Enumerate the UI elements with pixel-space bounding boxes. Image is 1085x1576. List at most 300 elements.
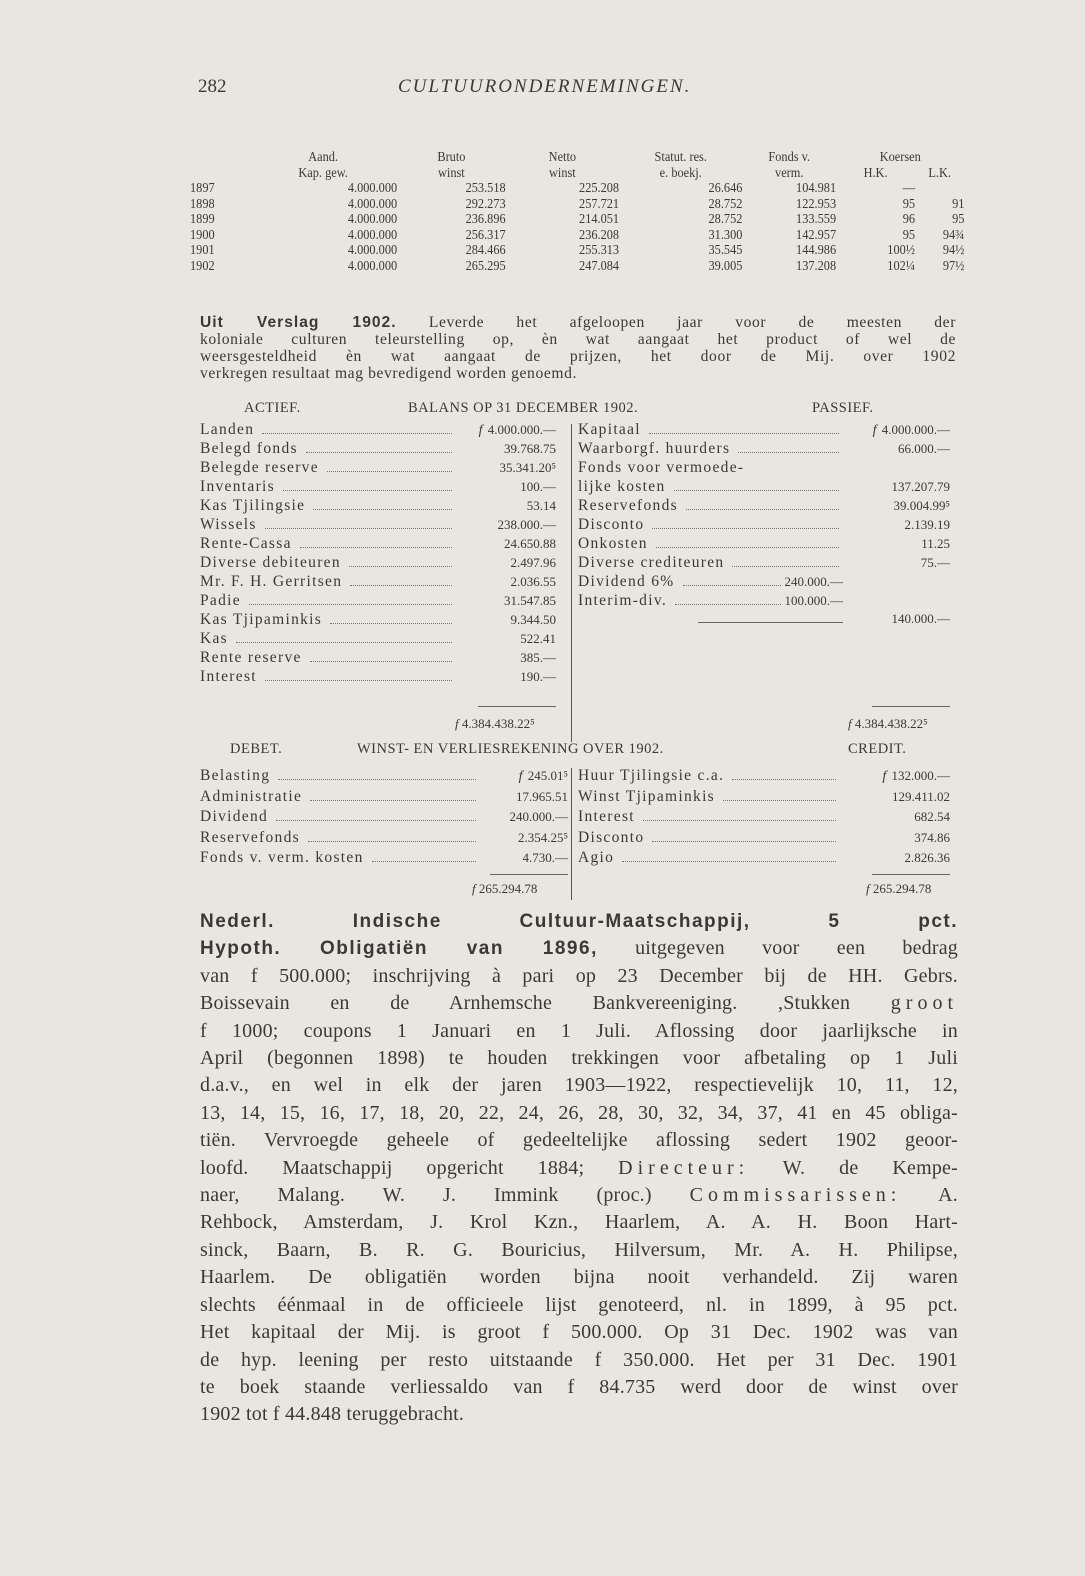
table-cell: 4.000.000 xyxy=(347,258,398,274)
ledger-label-group xyxy=(578,421,843,439)
amount-value: 11.25 xyxy=(921,536,950,551)
ledger-label: Fonds v. verm. kosten xyxy=(200,849,364,866)
ledger-row xyxy=(200,554,556,573)
balans-title: BALANS OP 31 DECEMBER 1902. xyxy=(408,400,639,416)
column-header: Kap. gew. xyxy=(298,165,348,181)
winst-title: WINST- EN VERLIESREKENING OVER 1902. xyxy=(357,741,664,757)
ledger-row xyxy=(200,497,556,516)
ledger-row xyxy=(578,497,950,516)
column-header: Statut. res. xyxy=(654,150,707,165)
ledger-label: Kas Tjilingsie xyxy=(200,497,306,514)
text-line xyxy=(200,1374,958,1401)
ledger-row xyxy=(200,849,568,870)
ledger-label-group xyxy=(200,592,456,610)
table-cell: 28.752 xyxy=(708,196,743,212)
table-cell: 236.208 xyxy=(579,227,620,243)
column-divider xyxy=(571,424,572,742)
ledger-label: Kapitaal xyxy=(578,421,641,438)
ledger-amount xyxy=(456,669,556,685)
amount-value: 39.768.75 xyxy=(504,441,556,456)
column-header: H.K. xyxy=(863,165,888,181)
spaced-text: groot xyxy=(890,992,958,1015)
ledger-label: Reservefonds xyxy=(578,497,678,514)
ledger-label: Disconto xyxy=(578,516,645,533)
ledger-amount xyxy=(480,830,568,846)
amount-value: 31.547.85 xyxy=(504,593,556,608)
ledger-label-group xyxy=(578,622,843,628)
company-description xyxy=(200,908,958,1429)
amount-value: 35.341.20⁵ xyxy=(499,460,556,475)
ledger-label-group xyxy=(578,478,843,496)
ledger-amount xyxy=(843,422,950,439)
ledger-amount xyxy=(456,460,556,476)
dotted-leader xyxy=(327,470,452,472)
ledger-row xyxy=(578,829,950,850)
ledger-row xyxy=(200,535,556,554)
table-cell: 225.208 xyxy=(579,181,620,196)
text-line xyxy=(200,963,958,990)
dotted-leader xyxy=(372,860,476,862)
currency-symbol: f xyxy=(455,716,459,731)
text-span: Haarlem. De obligatiën worden bijna nooit verhandeld. Zij waren xyxy=(200,1266,958,1289)
amount-value: 17.965.51 xyxy=(516,788,568,804)
ledger-row xyxy=(200,630,556,649)
ledger-row xyxy=(578,592,950,611)
subtotal-rule xyxy=(698,622,843,623)
page-number: 282 xyxy=(198,76,227,97)
table-cell: 4.000.000 xyxy=(347,196,398,212)
ledger-amount xyxy=(456,555,556,571)
ledger-row xyxy=(200,573,556,592)
ledger-label: lijke kosten xyxy=(578,478,666,495)
amount-value: 682.54 xyxy=(914,809,950,824)
ledger-label: Belasting xyxy=(200,767,271,784)
currency-symbol: f xyxy=(866,881,870,896)
ledger-amount xyxy=(456,498,556,514)
table-cell: 4.000.000 xyxy=(347,243,398,258)
amount-value: 2.354.25⁵ xyxy=(517,829,568,845)
amount-value: 190.— xyxy=(520,669,556,684)
total-value: 265.294.78 xyxy=(872,881,932,896)
dotted-leader xyxy=(276,819,476,821)
amount-value: 24.650.88 xyxy=(504,536,556,551)
table-row xyxy=(190,259,964,275)
column-header: L.K. xyxy=(928,165,951,181)
ledger-label-group xyxy=(200,421,456,439)
table-cell: 96 xyxy=(902,212,916,227)
ledger-label: Winst Tjipaminkis xyxy=(578,787,716,805)
total-rule xyxy=(490,874,568,875)
ledger-amount xyxy=(843,441,950,457)
dotted-leader xyxy=(686,508,839,510)
ledger-label-group xyxy=(200,497,456,515)
column-header: Netto xyxy=(548,150,577,165)
text-span: d.a.v., en wel in elk der jaren 1903—1922, respectievelijk 10, 11, 12, xyxy=(200,1074,958,1097)
text-span: Leverde het afgeloopen jaar voor de meesten der xyxy=(396,314,956,331)
text-line xyxy=(200,314,956,331)
ledger-subamount: 100.000.— xyxy=(784,593,843,608)
passief-list xyxy=(578,421,950,630)
total-value: 4.384.438.22⁵ xyxy=(461,716,535,731)
text-line xyxy=(200,1209,958,1236)
ledger-row xyxy=(200,592,556,611)
ledger-label: Mr. F. H. Gerritsen xyxy=(200,573,343,590)
amount-value: 374.86 xyxy=(914,829,950,845)
ledger-amount xyxy=(456,650,556,666)
passief-header: PASSIEF. xyxy=(812,400,874,416)
table-cell: — xyxy=(902,181,916,196)
ledger-label: Administratie xyxy=(200,787,303,805)
text-line xyxy=(200,1319,958,1346)
table-row xyxy=(190,212,964,228)
ledger-row xyxy=(578,421,950,440)
ledger-label: Diverse crediteuren xyxy=(578,554,725,571)
text-span: tiën. Vervroegde geheele of gedeeltelijke aflossing sedert 1902 geoor- xyxy=(200,1129,958,1152)
table-cell: 214.051 xyxy=(579,212,620,227)
ledger-label-group xyxy=(200,554,456,572)
total-rule xyxy=(478,706,556,707)
amount-value: 132.000.— xyxy=(891,768,950,783)
text-span: April (begonnen 1898) te houden trekkingen voor afbetaling op 1 Juli xyxy=(200,1047,958,1070)
currency-symbol: f xyxy=(848,716,852,731)
spaced-text: Commissarissen: xyxy=(689,1184,902,1207)
table-cell: 292.273 xyxy=(465,196,506,212)
ledger-label-group xyxy=(578,788,840,806)
ledger-amount xyxy=(840,830,950,846)
spaced-text: Directeur: xyxy=(618,1156,750,1179)
ledger-row xyxy=(200,808,568,829)
ledger-label: Diverse debiteuren xyxy=(200,554,341,571)
ledger-label-group xyxy=(200,767,480,785)
ledger-row xyxy=(200,478,556,497)
ledger-label-group xyxy=(578,592,843,610)
table-cell: 31.300 xyxy=(708,227,743,243)
ledger-label: Interest xyxy=(578,808,635,825)
amount-value: 53.14 xyxy=(526,498,556,513)
column-header: e. boekj. xyxy=(659,165,702,181)
column-header: Aand. xyxy=(308,150,339,165)
currency-symbol: f xyxy=(478,423,483,438)
ledger-label: Dividend 6% xyxy=(578,573,675,590)
ledger-amount xyxy=(840,850,950,866)
dotted-leader xyxy=(652,840,836,842)
dotted-leader xyxy=(675,603,780,605)
actief-list xyxy=(200,421,556,687)
ledger-label-group xyxy=(200,649,456,667)
total-value: 265.294.78 xyxy=(478,881,538,896)
ledger-label: Kas xyxy=(200,630,229,647)
amount-value: 2.036.55 xyxy=(510,574,556,589)
dotted-leader xyxy=(310,799,476,801)
ledger-label: Belegde reserve xyxy=(200,459,319,476)
text-line xyxy=(200,348,956,365)
ledger-row xyxy=(200,440,556,459)
ledger-label-group xyxy=(578,808,840,826)
table-cell: 4.000.000 xyxy=(347,181,398,196)
dotted-leader xyxy=(265,527,452,529)
total-rule xyxy=(872,706,950,707)
table-cell: 94½ xyxy=(942,243,965,258)
dotted-leader xyxy=(652,527,839,529)
ledger-label-group xyxy=(578,516,843,534)
dotted-leader xyxy=(249,603,452,605)
dotted-leader xyxy=(752,471,839,472)
ledger-row xyxy=(578,849,950,870)
ledger-amount xyxy=(456,422,556,439)
ledger-amount xyxy=(480,768,568,785)
table-cell: 4.000.000 xyxy=(347,212,398,227)
currency-symbol: f xyxy=(882,769,887,784)
table-cell: 257.721 xyxy=(579,196,620,212)
table-cell: 1899 xyxy=(190,212,215,227)
text-line xyxy=(200,990,958,1017)
ledger-label: Rente-Cassa xyxy=(200,535,292,552)
ledger-row xyxy=(200,516,556,535)
dotted-leader xyxy=(674,489,840,491)
table-cell: 1901 xyxy=(190,243,215,258)
column-header: winst xyxy=(549,165,576,181)
ledger-row xyxy=(578,808,950,829)
amount-value: 4.000.000.— xyxy=(881,422,950,437)
dotted-leader xyxy=(350,584,452,586)
text-line xyxy=(200,908,958,935)
amount-value: 129.411.02 xyxy=(891,788,950,804)
ledger-row xyxy=(578,440,950,459)
table-cell: 95 xyxy=(902,196,916,212)
ledger-label: Interest xyxy=(200,668,257,685)
ledger-amount xyxy=(840,789,950,805)
ledger-label: Reservefonds xyxy=(200,828,300,846)
table-cell: 4.000.000 xyxy=(347,227,398,243)
amount-value: 100.— xyxy=(520,479,556,494)
ledger-label-group xyxy=(200,516,456,534)
table-cell: 253.518 xyxy=(465,181,506,196)
currency-symbol: f xyxy=(472,881,476,896)
ledger-amount xyxy=(480,809,568,825)
ledger-row xyxy=(200,767,568,788)
dotted-leader xyxy=(643,819,836,821)
ledger-row xyxy=(578,478,950,497)
ledger-row xyxy=(578,573,950,592)
table-cell: 1897 xyxy=(190,181,215,196)
ledger-label-group xyxy=(200,535,456,553)
ledger-label-group xyxy=(200,573,456,591)
currency-symbol: f xyxy=(518,769,523,784)
actief-header: ACTIEF. xyxy=(244,400,301,416)
dotted-leader xyxy=(622,860,836,862)
running-head: CULTUURONDERNEMINGEN. xyxy=(398,76,692,97)
table-cell: 95 xyxy=(952,212,965,227)
text-span: sinck, Baarn, B. R. G. Bouricius, Hilversum, Mr. A. H. Philipse, xyxy=(200,1238,958,1261)
table-cell: 133.559 xyxy=(796,212,837,227)
ledger-label-group xyxy=(200,788,480,806)
ledger-amount xyxy=(456,517,556,533)
table-cell: 1900 xyxy=(190,227,215,243)
text-line xyxy=(200,1018,958,1045)
text-span: Boissevain en de Arnhemsche Bankvereeniging. ,Stukken xyxy=(200,992,891,1015)
dotted-leader xyxy=(283,489,452,491)
text-span: A. xyxy=(901,1184,958,1207)
column-header: Koersen xyxy=(879,150,921,165)
balans-total-left xyxy=(455,716,535,732)
dotted-leader xyxy=(308,840,476,842)
text-span: uitgegeven voor een bedrag xyxy=(597,937,958,960)
dotted-leader xyxy=(349,565,452,567)
dotted-leader xyxy=(300,546,452,548)
dotted-leader xyxy=(236,641,452,643)
ledger-label: Interim-div. xyxy=(578,592,668,609)
table-row xyxy=(190,181,964,197)
winst-total-left xyxy=(472,881,537,897)
ledger-amount xyxy=(480,850,568,866)
table-cell: 247.084 xyxy=(579,258,620,274)
ledger-row xyxy=(578,554,950,573)
ledger-amount xyxy=(843,517,950,533)
text-span: Rehbock, Amsterdam, J. Krol Kzn., Haarlem, A. A. H. Boon Hart- xyxy=(200,1211,958,1234)
ledger-label: Dividend xyxy=(200,808,269,825)
ledger-subamount: 240.000.— xyxy=(784,574,843,589)
ledger-amount xyxy=(456,479,556,495)
ledger-row xyxy=(200,788,568,809)
ledger-amount xyxy=(843,479,950,495)
ledger-label: Waarborgf. huurders xyxy=(578,440,731,457)
total-rule xyxy=(872,874,950,875)
ledger-amount xyxy=(456,631,556,647)
ledger-label-group xyxy=(200,611,456,629)
text-line xyxy=(200,935,958,962)
ledger-label: Huur Tjilingsie c.a. xyxy=(578,767,725,784)
ledger-label-group xyxy=(578,440,843,458)
table-header-row xyxy=(190,150,964,166)
table-header-row xyxy=(190,166,964,182)
ledger-label-group xyxy=(578,849,840,867)
amount-value: 245.01⁵ xyxy=(527,768,568,783)
dotted-leader xyxy=(732,565,839,567)
ledger-label-group xyxy=(200,440,456,458)
table-cell: 122.953 xyxy=(796,196,837,212)
ledger-label-group xyxy=(200,630,456,648)
text-line xyxy=(200,1100,958,1127)
ledger-amount xyxy=(480,789,568,805)
dotted-leader xyxy=(732,778,836,780)
amount-value: 137.207.79 xyxy=(891,479,950,494)
column-header xyxy=(190,166,249,182)
bold-heading: Nederl. Indische Cultuur-Maatschappij, 5 pct. xyxy=(200,911,958,932)
ledger-label-group xyxy=(200,829,480,847)
amount-value: 240.000.— xyxy=(509,809,568,824)
amount-value: 2.497.96 xyxy=(510,555,556,570)
ledger-row xyxy=(578,535,950,554)
dotted-leader xyxy=(278,778,476,780)
column-header: verm. xyxy=(775,165,804,181)
amount-value: 39.004.99⁵ xyxy=(893,498,950,513)
text-span: van f 500.000; inschrijving à pari op 23 December bij de HH. Gebrs. xyxy=(200,964,958,987)
ledger-label-group xyxy=(578,497,843,515)
text-span: 1902 tot f 44.848 teruggebracht. xyxy=(200,1403,465,1426)
table-cell: 28.752 xyxy=(708,212,743,227)
ledger-label: Belegd fonds xyxy=(200,440,298,457)
ledger-row xyxy=(200,668,556,687)
ledger-label-group xyxy=(200,459,456,477)
text-span: W. de Kempe- xyxy=(749,1156,958,1179)
dotted-leader xyxy=(262,432,452,434)
text-line xyxy=(200,1347,958,1374)
amount-value: 66.000.— xyxy=(898,441,950,456)
table-cell: 236.896 xyxy=(465,212,506,227)
amount-value: 4.730.— xyxy=(522,850,568,865)
ledger-row xyxy=(200,459,556,478)
ledger-label: Onkosten xyxy=(578,535,648,552)
table-cell: 95 xyxy=(902,227,916,243)
ledger-row xyxy=(200,829,568,850)
amount-value: 9.344.50 xyxy=(510,612,556,627)
column-header xyxy=(190,150,249,166)
table-cell: 284.466 xyxy=(465,243,506,258)
ledger-row xyxy=(200,649,556,668)
ledger-label-group xyxy=(200,808,480,826)
table-cell: 94¾ xyxy=(942,227,965,243)
dotted-leader xyxy=(649,432,839,434)
text-span: koloniale culturen teleurstelling op, èn wat aangaat het product of wel de xyxy=(200,331,956,348)
credit-header: CREDIT. xyxy=(848,741,907,757)
amount-value: 385.— xyxy=(520,650,556,665)
ledger-label: Padie xyxy=(200,592,241,609)
text-span: Het kapitaal der Mij. is groot f 500.000. Op 31 Dec. 1902 was van xyxy=(200,1321,958,1344)
table-cell: 1898 xyxy=(190,196,215,212)
text-span: slechts éénmaal in de officieele lijst genoteerd, nl. in 1899, à 95 pct. xyxy=(200,1293,958,1316)
ledger-label: Fonds voor vermoede- xyxy=(578,459,745,476)
ledger-label: Wissels xyxy=(200,516,257,533)
ledger-amount xyxy=(456,574,556,590)
verslag-paragraph xyxy=(200,314,956,382)
ledger-amount xyxy=(840,809,950,825)
ledger-label-group xyxy=(578,554,843,572)
currency-symbol: f xyxy=(872,423,877,438)
table-cell: 97½ xyxy=(942,258,965,274)
ledger-label: Agio xyxy=(578,849,615,866)
debet-header: DEBET. xyxy=(230,741,283,757)
ledger-amount xyxy=(843,555,950,571)
dotted-leader xyxy=(330,622,452,624)
ledger-label-group xyxy=(578,767,840,785)
text-span: loofd. Maatschappij opgericht 1884; xyxy=(200,1156,619,1179)
text-span: naer, Malang. W. J. Immink (proc.) xyxy=(200,1184,690,1207)
text-line xyxy=(200,365,956,382)
credit-list xyxy=(578,767,950,870)
text-span: 13, 14, 15, 16, 17, 18, 20, 22, 24, 26, 28, 30, 32, 34, 37, 41 en 45 obliga- xyxy=(200,1101,958,1124)
amount-value: 522.41 xyxy=(520,631,556,646)
ledger-row xyxy=(200,611,556,630)
ledger-row xyxy=(578,516,950,535)
text-line xyxy=(200,1292,958,1319)
text-span: de hyp. leening per resto uitstaande f 350.000. Het per 31 Dec. 1901 xyxy=(200,1348,958,1371)
text-span: f 1000; coupons 1 Januari en 1 Juli. Aflossing door jaarlijksche in xyxy=(200,1019,958,1042)
bold-heading: Hypoth. Obligatiën van 1896, xyxy=(200,938,598,960)
ledger-label: Inventaris xyxy=(200,478,275,495)
table-cell: 142.957 xyxy=(796,227,837,243)
ledger-label: Disconto xyxy=(578,828,645,846)
ledger-amount xyxy=(456,593,556,609)
text-line xyxy=(200,1264,958,1291)
dotted-leader xyxy=(306,451,452,453)
amount-value: 4.000.000.— xyxy=(487,422,556,437)
ledger-label-group xyxy=(578,829,840,847)
ledger-label-group xyxy=(578,535,843,553)
text-line xyxy=(200,1045,958,1072)
ledger-label-group xyxy=(578,573,843,591)
amount-value: 75.— xyxy=(920,555,950,570)
table-row xyxy=(190,197,964,213)
